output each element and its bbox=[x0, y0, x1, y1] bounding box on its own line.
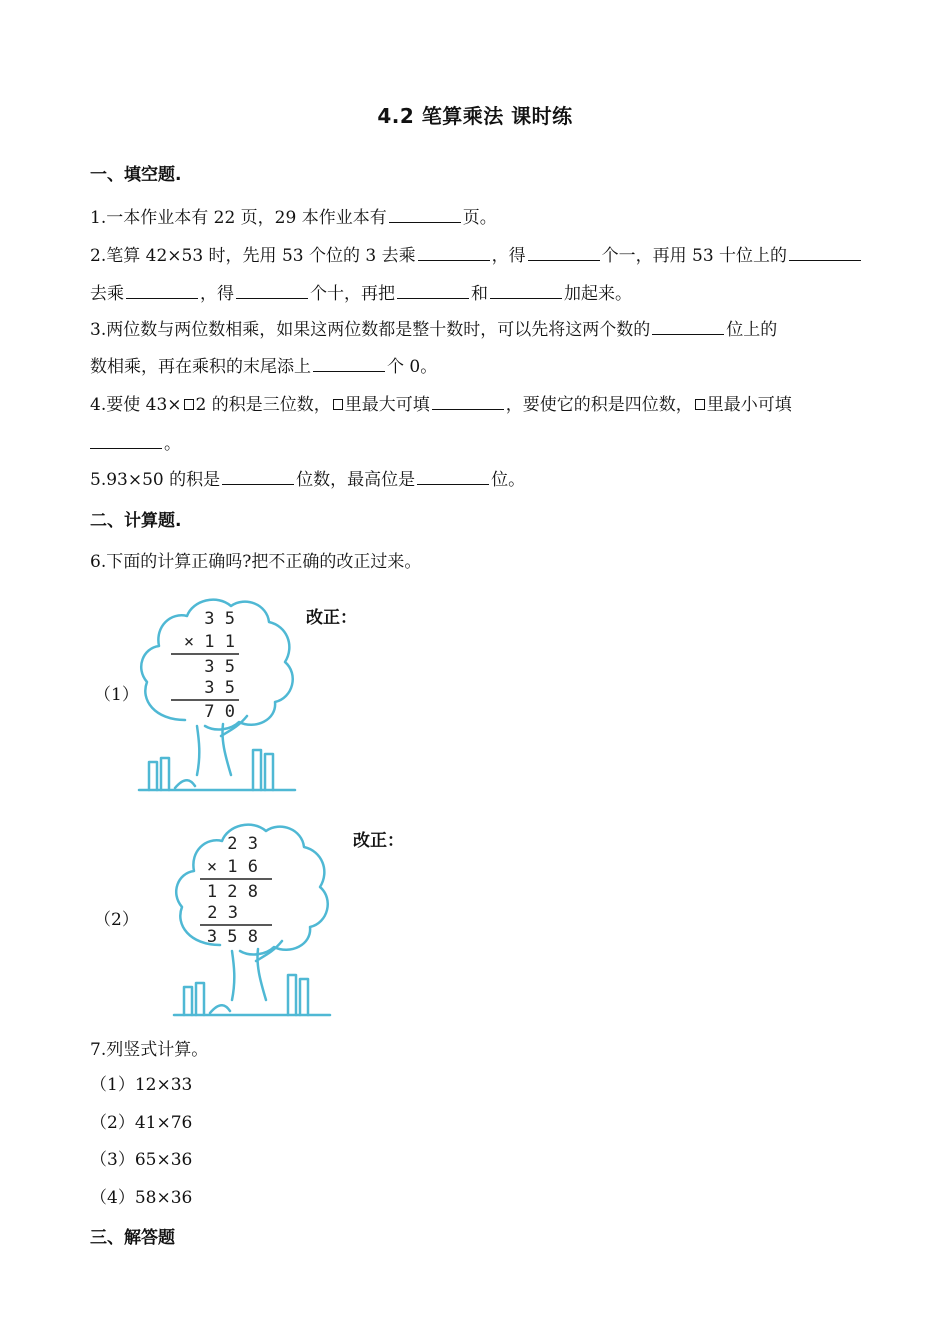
answer-blank[interactable] bbox=[490, 280, 562, 299]
q1-text-b: 页。 bbox=[462, 208, 497, 228]
question-2-line-1 bbox=[90, 242, 870, 268]
calc-row-2: × 1 1 bbox=[183, 632, 235, 652]
question-5 bbox=[90, 466, 870, 492]
section-heading-fill-blank: 一、填空题. bbox=[90, 165, 182, 185]
answer-blank[interactable] bbox=[528, 242, 600, 261]
q2-text-g: 和 bbox=[471, 284, 488, 304]
q4-text-c: 里最大可填 bbox=[344, 395, 430, 415]
answer-blank[interactable] bbox=[432, 391, 504, 410]
q4-text-d: ，要使它的积是四位数， bbox=[505, 395, 693, 415]
q7-item-2: （2）41×76 bbox=[90, 1113, 193, 1133]
section-heading-word-problems: 三、解答题 bbox=[90, 1228, 175, 1248]
q5-text-b: 位数，最高位是 bbox=[296, 470, 416, 490]
q7-item-3: （3）65×36 bbox=[90, 1150, 193, 1170]
q4-text-a: 4.要使 43× bbox=[90, 395, 182, 415]
q4-text-e: 里最小可填 bbox=[706, 395, 792, 415]
answer-blank[interactable] bbox=[789, 242, 861, 261]
answer-blank[interactable] bbox=[222, 466, 294, 485]
question-2-line-2 bbox=[90, 280, 870, 306]
box-symbol bbox=[695, 399, 705, 410]
q4-text-f: 。 bbox=[164, 434, 181, 454]
figure-1-label: （1） bbox=[94, 685, 139, 705]
box-symbol bbox=[333, 399, 343, 410]
answer-blank[interactable] bbox=[397, 280, 469, 299]
calc-row-1: 2 3 bbox=[227, 834, 258, 854]
calc-row-5: 7 0 bbox=[204, 702, 235, 722]
tree-calculation-figure-2 bbox=[170, 815, 340, 1020]
answer-blank[interactable] bbox=[236, 280, 308, 299]
q2-text-d: 去乘 bbox=[90, 284, 124, 304]
q3-text-b: 位上的 bbox=[726, 320, 778, 340]
box-symbol bbox=[184, 399, 194, 410]
answer-blank[interactable] bbox=[389, 204, 461, 223]
q2-text-f: 个十，再把 bbox=[310, 284, 395, 304]
calc-row-4: 3 5 bbox=[204, 678, 235, 698]
question-4-line-2 bbox=[90, 430, 870, 456]
calc-row-2: × 1 6 bbox=[206, 857, 258, 877]
question-1 bbox=[90, 204, 870, 230]
page-title: 4.2 笔算乘法 课时练 bbox=[377, 104, 573, 128]
q7-item-1: （1）12×33 bbox=[90, 1075, 193, 1095]
q3-text-a: 3.两位数与两位数相乘，如果这两位数都是整十数时，可以先将这两个数的 bbox=[90, 320, 651, 340]
answer-blank[interactable] bbox=[652, 316, 724, 335]
q3-text-d: 个 0。 bbox=[387, 357, 438, 377]
q5-text-c: 位。 bbox=[491, 470, 526, 490]
q2-text-c: 个一，再用 53 十位上的 bbox=[601, 246, 788, 266]
question-3-line-1 bbox=[90, 316, 870, 342]
calc-row-3: 1 2 8 bbox=[206, 882, 258, 902]
calc-row-4: 2 3 bbox=[207, 903, 238, 923]
q2-text-e: ，得 bbox=[200, 284, 234, 304]
q1-text-a: 1.一本作业本有 22 页，29 本作业本有 bbox=[90, 208, 387, 228]
answer-blank[interactable] bbox=[417, 466, 489, 485]
tree-calculation-figure-1 bbox=[135, 590, 305, 795]
q2-text-b: ，得 bbox=[491, 246, 526, 266]
correction-label-1: 改正： bbox=[306, 608, 357, 628]
answer-blank[interactable] bbox=[418, 242, 490, 261]
correction-label-2: 改正： bbox=[353, 831, 404, 851]
question-4-line-1 bbox=[90, 391, 870, 417]
question-3-line-2 bbox=[90, 353, 870, 379]
answer-blank[interactable] bbox=[126, 280, 198, 299]
section-heading-calculation: 二、计算题. bbox=[90, 511, 182, 531]
q2-text-h: 加起来。 bbox=[564, 284, 632, 304]
calc-row-1: 3 5 bbox=[204, 609, 235, 629]
q3-text-c: 数相乘，再在乘积的末尾添上 bbox=[90, 357, 311, 377]
q7-item-4: （4）58×36 bbox=[90, 1188, 193, 1208]
calc-row-5: 3 5 8 bbox=[206, 927, 258, 947]
calc-row-3: 3 5 bbox=[204, 657, 235, 677]
question-7: 7.列竖式计算。 bbox=[90, 1040, 209, 1060]
figure-2-label: （2） bbox=[94, 910, 139, 930]
answer-blank[interactable] bbox=[90, 430, 162, 449]
question-6: 6.下面的计算正确吗?把不正确的改正过来。 bbox=[90, 552, 422, 572]
q4-text-b: 2 的积是三位数， bbox=[195, 395, 331, 415]
answer-blank[interactable] bbox=[313, 353, 385, 372]
q2-text-a: 2.笔算 42×53 时，先用 53 个位的 3 去乘 bbox=[90, 246, 416, 266]
q5-text-a: 5.93×50 的积是 bbox=[90, 470, 221, 490]
